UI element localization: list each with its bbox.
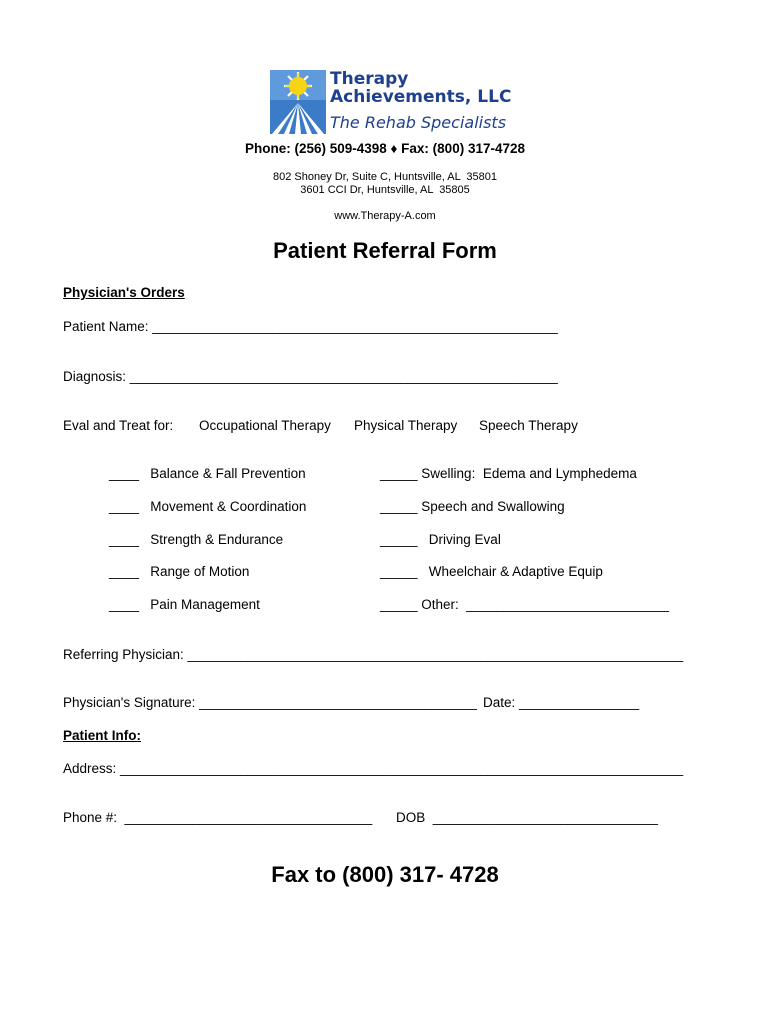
sun-logo-icon [270,70,326,134]
item-pain-management[interactable]: ____ Pain Management [109,597,260,612]
physicians-orders-heading: Physician's Orders [63,285,185,300]
option-speech-therapy[interactable]: Speech Therapy [479,418,578,433]
diagnosis-field[interactable]: Diagnosis: _________________________________________________________ [63,369,558,384]
address-field[interactable]: Address: ___________________________________________________________________________ [63,761,684,776]
physician-signature-field[interactable]: Physician's Signature: _____________________________________ [63,695,477,710]
item-swelling-edema[interactable]: _____ Swelling: Edema and Lymphedema [380,466,637,481]
item-driving-eval[interactable]: _____ Driving Eval [380,532,501,547]
item-balance-fall-prevention[interactable]: ____ Balance & Fall Prevention [109,466,306,481]
item-wheelchair-adaptive[interactable]: _____ Wheelchair & Adaptive Equip [380,564,603,579]
address-line-1: 802 Shoney Dr, Suite C, Huntsville, AL 35801 [272,171,497,183]
item-other[interactable]: _____ Other: ___________________________ [380,597,670,612]
company-tagline: The Rehab Specialists [330,113,507,132]
item-speech-swallowing[interactable]: _____ Speech and Swallowing [380,499,565,514]
item-movement-coordination[interactable]: ____ Movement & Coordination [109,499,307,514]
address-line-2: 3601 CCI Dr, Huntsville, AL 35805 [300,184,470,196]
option-occupational-therapy[interactable]: Occupational Therapy [199,418,331,433]
company-name-line1: Therapy [330,69,409,89]
website: www.Therapy-A.com [334,210,436,222]
dob-field[interactable]: DOB ______________________________ [396,810,658,825]
form-title: Patient Referral Form [273,238,497,263]
item-range-of-motion[interactable]: ____ Range of Motion [109,564,250,579]
referring-physician-field[interactable]: Referring Physician: __________________________________________________________________ [63,647,684,662]
item-strength-endurance[interactable]: ____ Strength & Endurance [109,532,284,547]
fax-instruction: Fax to (800) 317- 4728 [271,862,499,887]
contact-line: Phone: (256) 509-4398 ♦ Fax: (800) 317-4728 [244,141,526,156]
company-logo [270,69,512,136]
patient-info-heading: Patient Info: [63,728,141,743]
company-name-line2: Achievements, LLC [330,87,512,107]
patient-name-field[interactable]: Patient Name: ______________________________________________________ [63,319,558,334]
eval-treat-label: Eval and Treat for: [63,418,174,433]
date-field[interactable]: Date: ________________ [483,695,640,710]
option-physical-therapy[interactable]: Physical Therapy [354,418,458,433]
phone-field[interactable]: Phone #: _________________________________ [63,810,373,825]
